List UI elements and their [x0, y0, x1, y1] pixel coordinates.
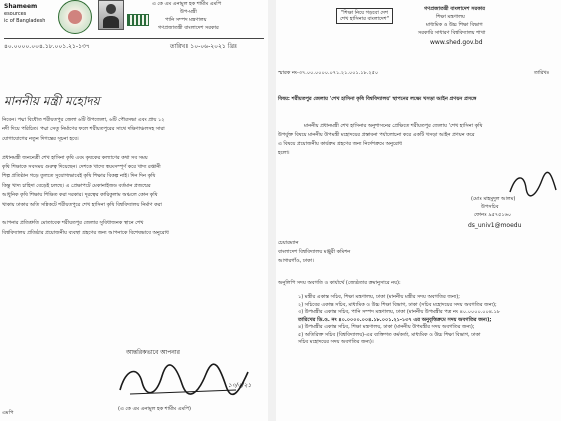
recipient-line2: আগারগাঁও, ঢাকা।	[278, 258, 314, 264]
mujib-year-logo	[127, 14, 149, 26]
body-line: আধুনিক কৃষি শিক্ষায় শিক্ষিত করা দরকার। দূরত্বের কারিকুলাম অঞ্চলে কোন কৃষি	[2, 192, 158, 199]
ministry-website: www.shed.gov.bd	[430, 39, 483, 46]
copy-label: অনুলিপি সদয় অবগতি ও কার্যার্থে (জ্যেষ্ঠতার ক্রমানুসারে নয়):	[278, 280, 401, 286]
list-item: সচিব মহোদয়ের সদয় অবগতির জন্য)।	[298, 339, 374, 345]
gov-line2: শিক্ষা মন্ত্রণালয়	[436, 14, 465, 20]
recipient-label: চেয়ারম্যান	[278, 240, 299, 246]
subject-line: বিষয়: শরীয়তপুর জেলায় 'শেখ হাসিনা কৃষি বিশ্ববিদ্যালয়' স্থাপনের লক্ষ্যে খসড়া আইন প্রণয়ন প্রসঙ্গে	[278, 96, 477, 102]
salutation: মাননীয় মন্ত্রী মহোদয়	[4, 94, 100, 108]
list-item: ৩) উপমন্ত্রীর একান্ত সচিব, পানি সম্পদ মন্ত্রণালয়, ঢাকা (মাননীয় উপমন্ত্রীর পত্র নং ৪০.০০০০.০০৪.১৮	[298, 309, 501, 315]
body-line: যোগাযোগের নতুন দিগন্তের সূচনা হবে।	[2, 135, 79, 142]
slogan-line1: "শিক্ষা নিয়ে গড়বো দেশ	[340, 10, 388, 16]
gov-line1: গণপ্রজাতন্ত্রী বাংলাদেশ সরকার	[424, 6, 485, 12]
list-item: ২) সচিবের একান্ত সচিব, মাধ্যমিক ও উচ্চ শিক্ষা বিভাগ, ঢাকা (সচিব মহোদয়ের সদয় অবগতির জন্য);	[298, 301, 497, 308]
memo-number: স্মারক নং-৩৭.০০.০০০০.০৭১.২১.০০১.১৮.২৫০	[278, 70, 379, 76]
portrait-image	[98, 0, 124, 30]
left-footer: এমপি	[2, 410, 14, 416]
ministry-letter-page	[276, 0, 561, 421]
signature-date: ১০/৬/২১	[228, 382, 252, 389]
gov-line4: সরকারি সাধারণ বিশ্ববিদ্যালয় শাখা	[418, 30, 486, 36]
do-letter-page	[0, 0, 268, 421]
header-divider	[4, 38, 264, 39]
list-item: ১) মন্ত্রীর একান্ত সচিব, শিক্ষা মন্ত্রণালয়, ঢাকা (মাননীয় মন্ত্রীর সদয় অবগতির জন্য);	[298, 294, 460, 300]
signer-name: (এ কে এম এনামুল হক শামীম এমপি)	[118, 406, 192, 412]
body-line: কিন্তু খাদ্য চাহিদা বেড়েই চলছে। এ প্রেক্ষাপটে মেকানাইজড বর্তমান প্রজন্মের	[2, 182, 151, 189]
body-line: হলো।	[278, 150, 290, 156]
slogan-box	[336, 8, 393, 24]
body-line: উপর্যুক্ত বিষয়ে মাননীয় উপমন্ত্রী মহোদয়ের প্রস্তাবনা পর্যালোচনা করে একটি খসড়া আইন প্রণয়ন করে	[278, 132, 475, 138]
body-line: প্রধানমন্ত্রী জননেত্রী শেখ হাসিনা কৃষি এবং কৃষকের কল্যাণের কথা সব সময়	[2, 154, 148, 161]
body-line: কৃষি শিক্ষাকে সবসময় গুরুত্ব দিয়েছেন। দেশকে খাদ্যে স্বয়ংসম্পূর্ণ করে খাদ্য রপ্তানী	[2, 164, 161, 171]
signer-phone: ফোনঃ ৯৫৭৫১৬০	[474, 212, 512, 218]
copy-list	[298, 294, 500, 347]
signer-email: ds_univ1@moedu	[468, 222, 522, 229]
body-line: শিল্প প্রতিষ্ঠান গড়ে তুলতে সুযোগ্যভাবেই কৃষি শিক্ষার বিকল্প নাই। দিন দিন কৃষি	[2, 173, 156, 180]
signature-image	[116, 360, 256, 402]
body-line: নিবেন। পদ্মা বিধৌত শরীয়তপুর জেলা ৬টি উপজেলা, ৬টি পৌরসভা এবং প্রায় ১২	[2, 117, 165, 123]
header-right-line2: উপ-মন্ত্রী	[180, 9, 197, 15]
date-label: তারিখঃ	[534, 70, 550, 76]
sender-line3: ic of Bangladesh	[4, 18, 46, 24]
body-line	[2, 144, 169, 153]
signer-name: (মোঃ মাহমুদুল আলম)	[471, 196, 516, 202]
list-item: ৫) অতিরিক্ত সচিব (বিশ্ববিদ্যালয়)-এর ব্যক্তিগত কর্মকর্তা, মাধ্যমিক ও উচ্চ শিক্ষা বিভাগ, ঢাকা	[298, 331, 481, 338]
sender-name: Shameem	[4, 3, 38, 10]
page-gutter	[268, 0, 276, 421]
list-item: ৪) উপমন্ত্রীর একান্ত সচিব, শিক্ষা মন্ত্রণালয়, ঢাকা (মাননীয় উপমন্ত্রীর সদয় অবগতির জন্য);	[298, 324, 475, 330]
recipient-line1: বাংলাদেশ বিশ্ববিদ্যালয় মঞ্জুরী কমিশন	[278, 249, 351, 255]
government-seal-icon	[58, 0, 92, 34]
body-line: এ বিষয়ে প্রয়োজনীয় কার্যক্রম গ্রহণের জন্য নির্দেশক্রমে অনুরোধ	[278, 141, 402, 147]
signer-designation: উপসচিব	[481, 204, 499, 210]
memo-number: ৪০.০০০০.০০৪.১৮.০০১.২১-১৩৭	[4, 43, 90, 50]
body-line: নদী দিয়ে পরিচিত। পদ্মা সেতু নির্মাণের ফলে শরীয়তপুরের সাথে দক্ষিণাঞ্চলসহ সারা	[2, 126, 165, 133]
letter-date: তারিখঃ ১০-০৬-২০২১ খ্রিঃ	[170, 43, 238, 50]
body-line	[2, 210, 169, 219]
header-right-line3: পানি সম্পদ মন্ত্রণালয়	[165, 17, 207, 23]
list-item: তারিখের ডি.ও. নং ৪০.০০০০.০০৪.১৮.০০১.২১-১৩৭ এর অনুবৃত্তিক্রমে সদয় অবগতির জন্য);	[298, 316, 492, 323]
sender-line2: esources	[4, 11, 27, 17]
body-line: খাকায় ঢাকার অতি সন্নিকটে শরীয়তপুরে শেখ হাসিনা কৃষি বিশ্ববিদ্যালয় নির্মাণ করা	[2, 201, 162, 208]
body-line: মাননীয় প্রধানমন্ত্রী শেখ হাসিনার অনুশাসনের প্রেক্ষিতে শরীয়তপুর জেলায় 'শেখ হাসিনা কৃষি	[304, 123, 483, 129]
header-right-line4: গণপ্রজাতন্ত্রী বাংলাদেশ সরকার	[158, 25, 219, 31]
body-text	[2, 116, 169, 238]
body-line: আপনার প্রতিশ্রুতি মোতাবেক শরীয়তপুর জেলার সুবিধাজনক স্থানে শেখ	[2, 220, 144, 227]
gov-line3: মাধ্যমিক ও উচ্চ শিক্ষা বিভাগ	[426, 22, 483, 28]
closing: আন্তরিকভাবে আপনার	[126, 349, 180, 356]
header-right-line1: এ কে এম এনামুল হক শামীম এমপি	[152, 1, 222, 7]
body-text	[278, 122, 482, 158]
body-line: বিশ্ববিদ্যালয় প্রতিষ্ঠার প্রয়োজনীয় ব্যবস্থা গ্রহণের জন্য আপনাকে বিশেষভাবে অনুরোধ	[2, 229, 169, 236]
slogan-line2: শেখ হাসিনার বাংলাদেশ"	[340, 16, 389, 22]
